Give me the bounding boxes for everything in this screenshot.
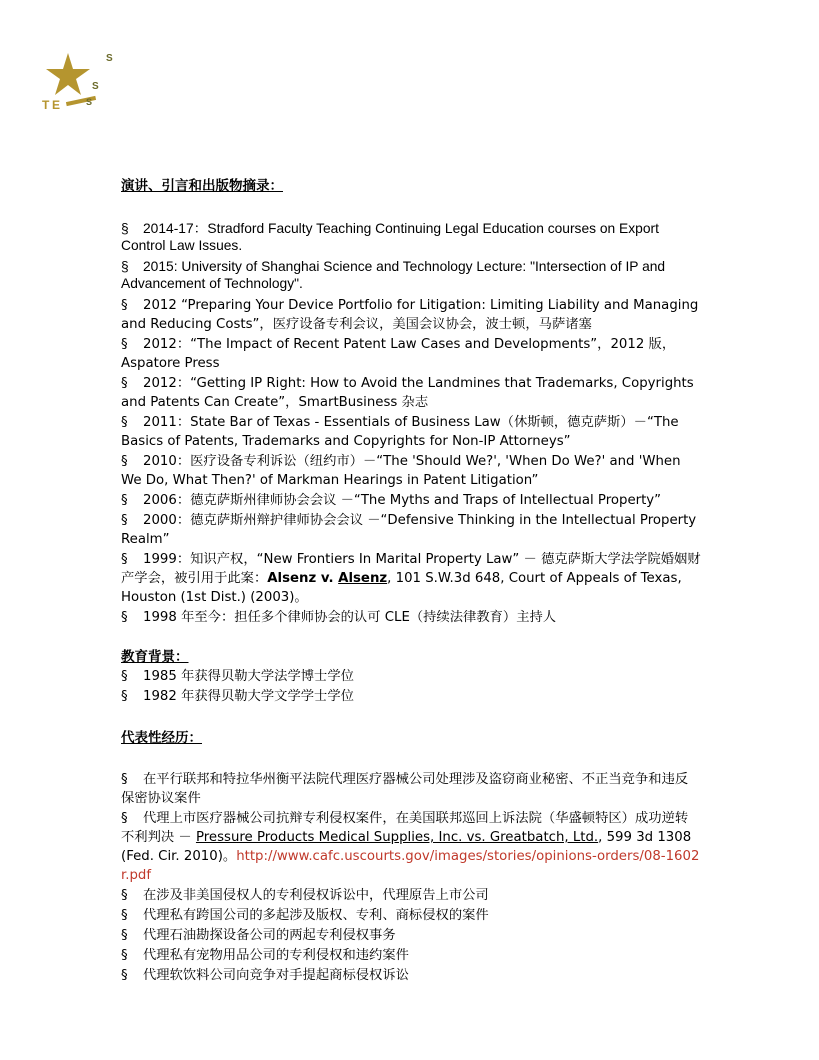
case-name-underlined: Alsenz: [338, 571, 388, 586]
logo-letter-t: T: [42, 98, 50, 112]
list-item: § 2010：医疗设备专利诉讼（纽约市）－“The 'Should We?', 'When Do We?' and 'When We Do, What Then?' of Markman Hearings in Patent Litigation”: [121, 454, 681, 488]
logo-letter-e: E: [52, 98, 61, 112]
list-item: § 1985 年获得贝勒大学法学博士学位: [121, 669, 354, 684]
list-item: § 2006：德克萨斯州律师协会会议 －“The Myths and Traps of Intellectual Property”: [121, 493, 662, 508]
list-item: § 在平行联邦和特拉华州衡平法院代理医疗器械公司处理涉及盗窃商业秘密、不正当竞争和违反保密协议案件: [121, 772, 689, 806]
education-section: [121, 647, 701, 706]
list-item: § 2000：德克萨斯州辩护律师协会会议 －“Defensive Thinking in the Intellectual Property Realm”: [121, 513, 697, 547]
list-item: § 1999：知识产权，“New Frontiers In Marital Property Law” － 德克萨斯大学法学院婚姻财产学会，被引用于此案：Alsenz v. Alsenz, 101 S.W.3d 648, Court of Appeals of Texas, Houston (1st Dist.) (2003)。: [121, 552, 701, 605]
list-item: § 代理软饮料公司向竞争对手提起商标侵权诉讼: [121, 968, 409, 983]
list-item: § 1998 年至今：担任多个律师协会的认可 CLE（持续法律教育）主持人: [121, 610, 557, 625]
list-item: § 2012：“Getting IP Right: How to Avoid the Landmines that Trademarks, Copyrights and Patents Can Create”，SmartBusiness 杂志: [121, 376, 694, 410]
logo-letter-s3: S: [86, 97, 93, 107]
logo-letter-s2: S: [106, 53, 113, 64]
list-item: § 2012 “Preparing Your Device Portfolio for Litigation: Limiting Liability and Managing and Reducing Costs”，医疗设备专利会议，美国会议协会，波士顿，马萨诸塞: [121, 298, 699, 332]
list-item: § 2015: University of Shanghai Science and Technology Lecture: "Intersection of IP and Advancement of Technology".: [121, 259, 666, 291]
star-logo-icon: [40, 45, 120, 125]
document-body: [121, 176, 701, 986]
list-item: § 2012：“The Impact of Recent Patent Law Cases and Developments”，2012 版，Aspatore Press: [121, 337, 676, 371]
list-item: § 代理私有跨国公司的多起涉及版权、专利、商标侵权的案件: [121, 908, 489, 923]
list-item: § 在涉及非美国侵权人的专利侵权诉讼中，代理原告上市公司: [121, 888, 489, 903]
logo-letter-s1: S: [92, 81, 99, 92]
list-item: § 1982 年获得贝勒大学文学学士学位: [121, 689, 354, 704]
case-name: Alsenz v.: [267, 571, 339, 586]
opinion-link[interactable]: http://www.cafc.uscourts.gov/images/stories/opinions-orders/08-1602r.pdf: [121, 849, 700, 883]
list-item: § 2011：State Bar of Texas - Essentials of Business Law（休斯顿，德克萨斯）－“The Basics of Patents, Trademarks and Copyrights for Non-IP Attorneys”: [121, 415, 679, 449]
speeches-list: [121, 220, 701, 627]
list-item: § 代理私有宠物用品公司的专利侵权和违约案件: [121, 948, 409, 963]
list-item: § 代理上市医疗器械公司抗辩专利侵权案件，在美国联邦巡回上诉法院（华盛顿特区）成功逆转不利判决 － Pressure Products Medical Supplies, Inc. vs. Greatbatch, Ltd., 599 3d 1308 (Fed. Cir. 2010)。http://www.cafc.uscourts.gov/images/stories/opinions-orders/08-1602r.pdf: [121, 811, 700, 883]
experience-section-title: 代表性经历：: [121, 730, 202, 746]
experience-list: [121, 770, 701, 985]
list-item: § 2014-17：Stradford Faculty Teaching Continuing Legal Education courses on Export Control Law Issues.: [121, 221, 659, 253]
tess-logo: [40, 45, 120, 125]
case-name-underlined: Pressure Products Medical Supplies, Inc. vs. Greatbatch, Ltd.: [195, 830, 599, 845]
speeches-section-title: 演讲、引言和出版物摘录：: [121, 178, 283, 194]
education-section-title: 教育背景：: [121, 649, 189, 665]
experience-section: [121, 728, 701, 985]
list-item: § 代理石油勘探设备公司的两起专利侵权事务: [121, 928, 396, 943]
